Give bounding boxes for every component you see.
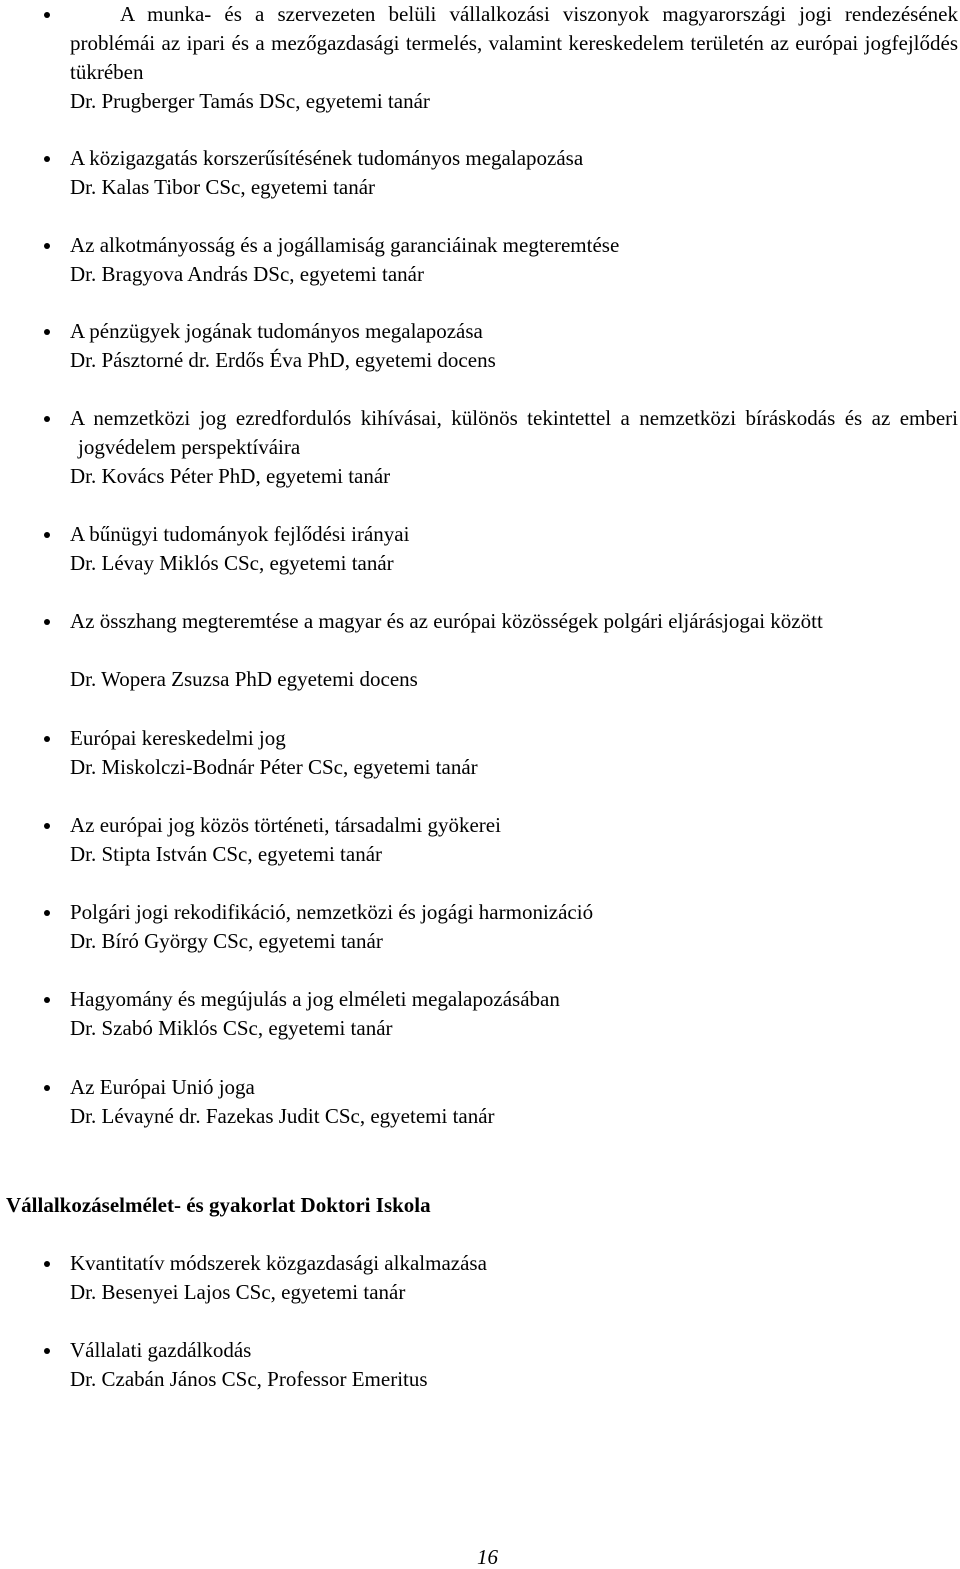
topic-title: A közigazgatás korszerűsítésének tudományos megalapozása: [70, 146, 584, 170]
topic-title: Európai kereskedelmi jog: [70, 726, 286, 750]
bullet-icon: [44, 1261, 50, 1267]
topic-author: Dr. Miskolczi-Bodnár Péter CSc, egyetemi tanár: [70, 755, 478, 779]
page-number: 16: [477, 1545, 498, 1569]
bullet-icon: [44, 416, 50, 422]
topic-title: Az Európai Unió joga: [70, 1075, 255, 1099]
bullet-icon: [44, 12, 50, 18]
topic-author: Dr. Wopera Zsuzsa PhD egyetemi docens: [70, 667, 418, 691]
bullet-icon: [44, 329, 50, 335]
topic-title: A munka- és a szervezeten belüli vállalkozási viszonyok magyarországi jogi rendezésének problémái az ipari és a mezőgazdasági termelés, valamint kereskedelem területén az európai jogfejlődés tükrében: [70, 2, 958, 84]
topic-title: A bűnügyi tudományok fejlődési irányai: [70, 522, 410, 546]
topic-author: Dr. Kalas Tibor CSc, egyetemi tanár: [70, 175, 376, 199]
topic-title: Kvantitatív módszerek közgazdasági alkalmazása: [70, 1251, 487, 1275]
topic-title: Vállalati gazdálkodás: [70, 1338, 252, 1362]
topic-title: Az alkotmányosság és a jogállamiság garanciáinak megteremtése: [70, 233, 620, 257]
topic-title: Polgári jogi rekodifikáció, nemzetközi és jogági harmonizáció: [70, 900, 594, 924]
bullet-icon: [44, 1085, 50, 1091]
bullet-icon: [44, 1348, 50, 1354]
topic-author: Dr. Pásztorné dr. Erdős Éva PhD, egyetemi docens: [70, 348, 496, 372]
topic-author: Dr. Lévayné dr. Fazekas Judit CSc, egyetemi tanár: [70, 1104, 495, 1128]
topic-author: Dr. Czabán János CSc, Professor Emeritus: [70, 1367, 428, 1391]
topic-author: Dr. Prugberger Tamás DSc, egyetemi tanár: [70, 89, 430, 113]
topic-title: A pénzügyek jogának tudományos megalapozása: [70, 319, 483, 343]
topic-author: Dr. Stipta István CSc, egyetemi tanár: [70, 842, 383, 866]
topic-author: Dr. Besenyei Lajos CSc, egyetemi tanár: [70, 1280, 406, 1304]
bullet-icon: [44, 243, 50, 249]
topic-author: Dr. Lévay Miklós CSc, egyetemi tanár: [70, 551, 394, 575]
bullet-icon: [44, 532, 50, 538]
bullet-icon: [44, 823, 50, 829]
topic-title: Az összhang megteremtése a magyar és az európai közösségek polgári eljárásjogai között: [70, 609, 823, 633]
topic-title: Hagyomány és megújulás a jog elméleti megalapozásában: [70, 987, 560, 1011]
topic-author: Dr. Bíró György CSc, egyetemi tanár: [70, 929, 383, 953]
topic-author: Dr. Kovács Péter PhD, egyetemi tanár: [70, 464, 391, 488]
bullet-icon: [44, 736, 50, 742]
bullet-icon: [44, 910, 50, 916]
bullet-icon: [44, 997, 50, 1003]
doctoral-school-heading: Vállalkozáselmélet- és gyakorlat Doktori Iskola: [6, 1193, 431, 1217]
bullet-icon: [44, 619, 50, 625]
topic-author: Dr. Szabó Miklós CSc, egyetemi tanár: [70, 1016, 393, 1040]
topic-title: A nemzetközi jog ezredfordulós kihívásai, különös tekintettel a nemzetközi bíráskodás és az emberi jogvédelem perspektíváira: [70, 406, 958, 459]
bullet-icon: [44, 156, 50, 162]
topic-author: Dr. Bragyova András DSc, egyetemi tanár: [70, 262, 424, 286]
topic-title: Az európai jog közös történeti, társadalmi gyökerei: [70, 813, 501, 837]
